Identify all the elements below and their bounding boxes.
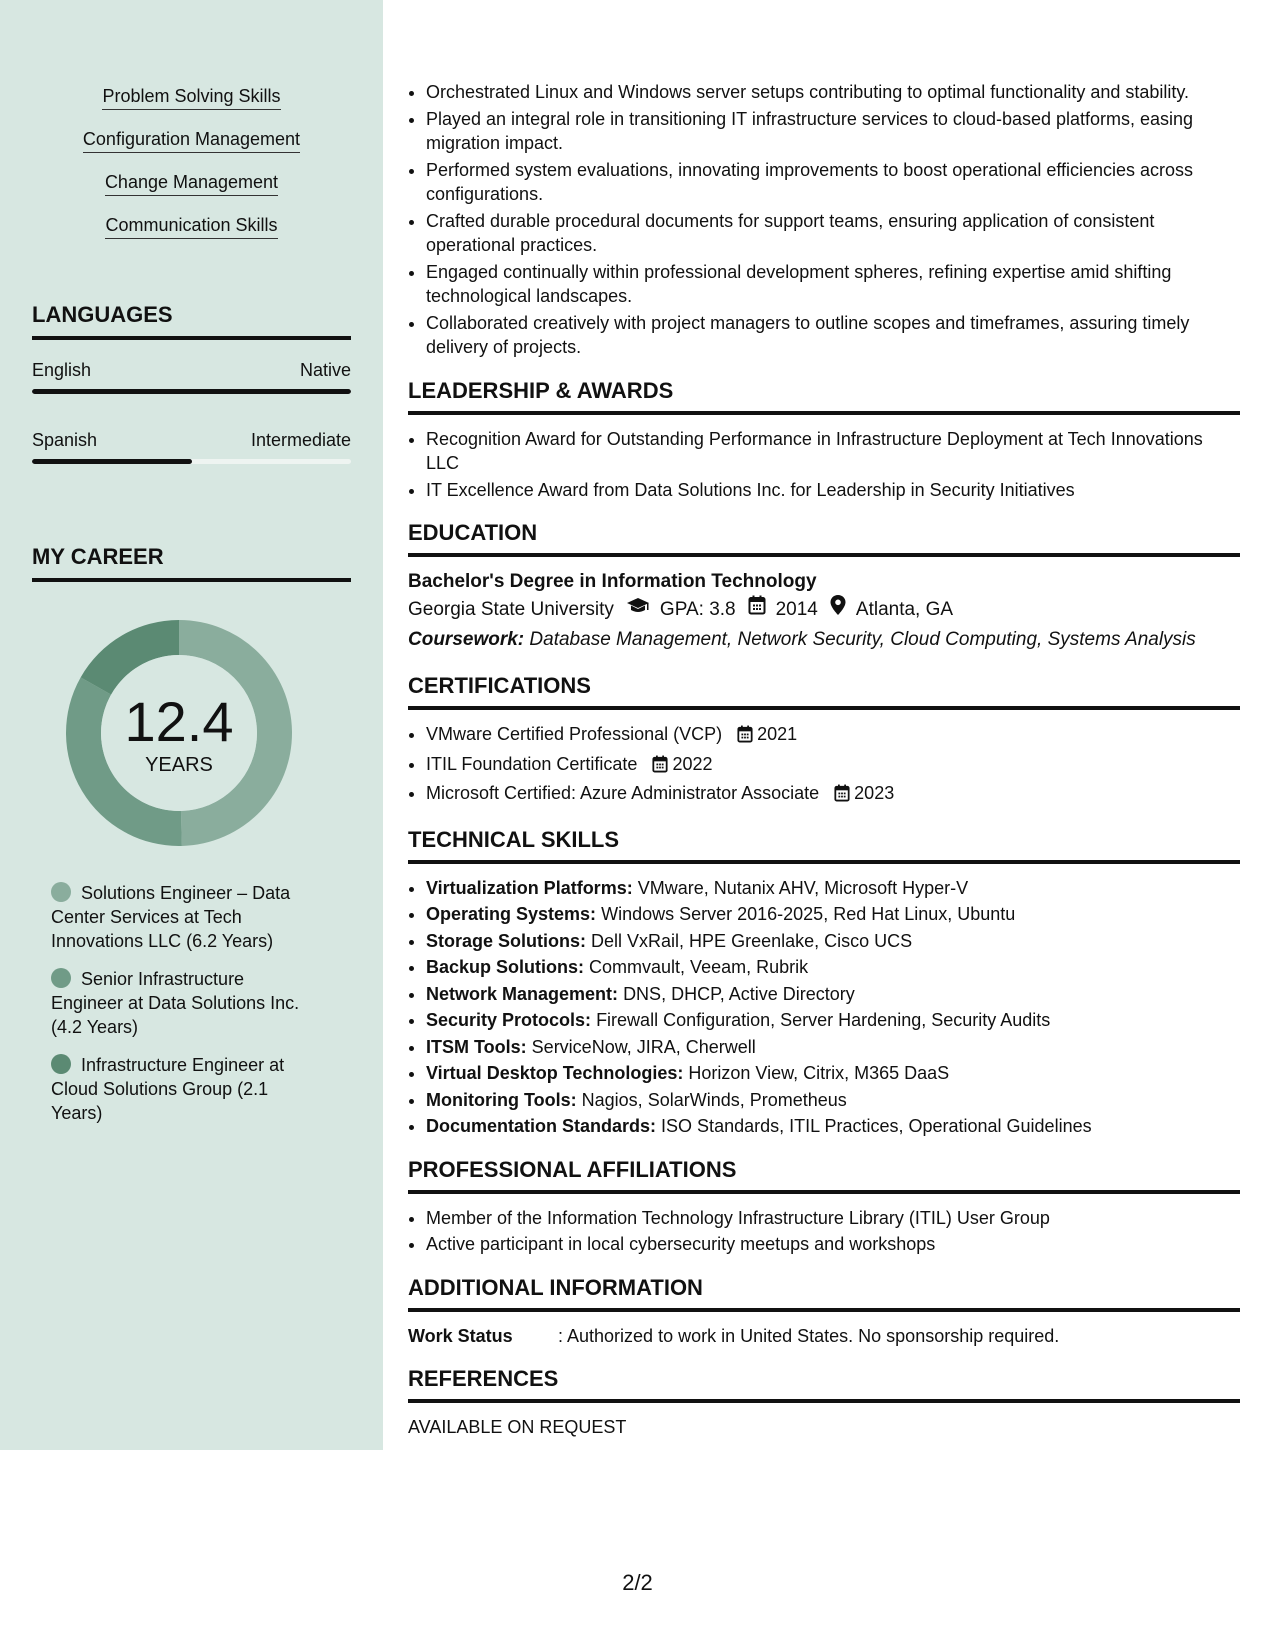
language-bar-english — [32, 389, 351, 394]
legend-dot-icon — [51, 968, 71, 988]
legend-dot-icon — [51, 882, 71, 902]
skill-values: DNS, DHCP, Active Directory — [623, 983, 855, 1004]
list-item: • Orchestrated Linux and Windows server setups contributing to optimal functionality and stability. — [426, 80, 1240, 105]
career-total-years: 12.4 — [124, 690, 234, 753]
skills-list — [0, 86, 383, 258]
list-item: • Engaged continually within professional development spheres, refining expertise amid shifting technological landscapes. — [426, 260, 1240, 309]
additional-info-heading: ADDITIONAL INFORMATION — [408, 1275, 1240, 1312]
education-location: Atlanta, GA — [855, 599, 954, 620]
coursework-label: Coursework: — [408, 629, 525, 650]
career-legend-label: Infrastructure Engineer at Cloud Solutions Group (2.1 Years) — [51, 1055, 285, 1123]
education-degree: Bachelor's Degree in Information Technology — [408, 571, 817, 592]
list-item: • IT Excellence Award from Data Solutions Inc. for Leadership in Security Initiatives — [426, 478, 1240, 503]
map-pin-icon — [830, 595, 846, 625]
language-bar-spanish — [32, 459, 351, 464]
skill-category: Documentation Standards: — [426, 1116, 657, 1136]
skill-category: Storage Solutions: — [426, 930, 587, 951]
career-legend-label: Senior Infrastructure Engineer at Data Solutions Inc. (4.2 Years) — [51, 969, 300, 1037]
skill-category: ITSM Tools: — [426, 1036, 527, 1057]
sidebar — [0, 0, 383, 1450]
references-heading: REFERENCES — [408, 1366, 1240, 1403]
legend-dot-icon — [51, 1054, 71, 1074]
list-item — [426, 1008, 1240, 1033]
education-gpa: GPA: 3.8 — [659, 599, 736, 620]
list-item — [426, 752, 1240, 780]
affiliations-heading: PROFESSIONAL AFFILIATIONS — [408, 1157, 1240, 1194]
cert-name: Microsoft Certified: Azure Administrator Associate — [426, 783, 820, 803]
languages-heading: LANGUAGES — [32, 302, 351, 340]
list-item — [426, 955, 1240, 980]
language-row-spanish — [32, 430, 351, 451]
education-school: Georgia State University — [408, 599, 614, 620]
list-item: • Crafted durable procedural documents for support teams, ensuring application of consistent operational practices. — [426, 209, 1240, 258]
education-details — [408, 595, 1240, 625]
skill-item: Communication Skills — [105, 215, 277, 239]
language-row-english — [32, 360, 351, 381]
references-text: AVAILABLE ON REQUEST — [408, 1416, 627, 1437]
career-legend-label: Solutions Engineer – Data Center Services at Tech Innovations LLC (6.2 Years) — [51, 883, 291, 951]
skill-item: Change Management — [105, 172, 278, 196]
work-status-label: Work Status — [408, 1325, 513, 1346]
graduation-cap-icon — [626, 595, 650, 625]
coursework-value: Database Management, Network Security, Cloud Computing, Systems Analysis — [529, 629, 1196, 650]
leadership-heading: LEADERSHIP & AWARDS — [408, 378, 1240, 415]
skill-values: Commvault, Veeam, Rubrik — [589, 957, 809, 977]
language-level: Intermediate — [250, 430, 351, 450]
education-coursework — [408, 625, 1240, 655]
language-name: English — [32, 360, 92, 380]
cert-year: 2023 — [854, 783, 895, 803]
list-item — [426, 1088, 1240, 1113]
list-item: • Played an integral role in transitioning IT infrastructure services to cloud-based platforms, easing migration impact. — [426, 107, 1240, 156]
affiliations-list — [408, 1206, 1240, 1257]
list-item — [426, 722, 1240, 750]
calendar-icon — [652, 755, 668, 780]
career-legend-item — [51, 881, 321, 953]
list-item — [426, 1114, 1240, 1139]
list-item: • Collaborated creatively with project managers to outline scopes and timeframes, assuring timely delivery of projects. — [426, 311, 1240, 360]
list-item: • Recognition Award for Outstanding Performance in Infrastructure Deployment at Tech Innovations LLC — [426, 427, 1240, 476]
career-total-unit: YEARS — [145, 754, 213, 776]
page-number: 2/2 — [622, 1570, 653, 1595]
language-bar-fill — [32, 389, 351, 394]
skill-values: Windows Server 2016-2025, Red Hat Linux, Ubuntu — [601, 904, 1016, 924]
list-item: • Active participant in local cybersecurity meetups and workshops — [426, 1232, 1240, 1257]
career-heading: MY CAREER — [32, 544, 351, 582]
skill-category: Monitoring Tools: — [426, 1089, 577, 1110]
cert-name: ITIL Foundation Certificate — [426, 753, 638, 774]
skill-category: Virtual Desktop Technologies: — [426, 1063, 684, 1083]
list-item — [426, 1035, 1240, 1060]
skill-category: Security Protocols: — [426, 1010, 592, 1030]
work-status-value: : Authorized to work in United States. No sponsorship required. — [558, 1325, 1060, 1346]
cert-name: VMware Certified Professional (VCP) — [426, 724, 723, 744]
education-heading: EDUCATION — [408, 520, 1240, 557]
skill-category: Network Management: — [426, 983, 619, 1004]
calendar-icon — [737, 725, 753, 750]
career-legend — [51, 881, 321, 1139]
skill-values: Firewall Configuration, Server Hardening, Security Audits — [596, 1010, 1051, 1030]
list-item — [426, 929, 1240, 954]
main-content — [408, 80, 1240, 1439]
career-legend-item — [51, 967, 321, 1039]
cert-year: 2022 — [672, 753, 713, 774]
work-status-row — [408, 1324, 1240, 1348]
list-item — [426, 982, 1240, 1007]
skill-category: Virtualization Platforms: — [426, 877, 633, 898]
cert-year: 2021 — [757, 724, 798, 744]
language-bar-fill — [32, 459, 192, 464]
skill-values: VMware, Nutanix AHV, Microsoft Hyper-V — [637, 877, 969, 898]
career-legend-item — [51, 1053, 321, 1125]
skill-values: Horizon View, Citrix, M365 DaaS — [688, 1063, 950, 1083]
technical-skills-heading: TECHNICAL SKILLS — [408, 827, 1240, 864]
skill-values: ISO Standards, ITIL Practices, Operational Guidelines — [661, 1116, 1092, 1136]
list-item — [426, 902, 1240, 927]
experience-bullets — [408, 80, 1240, 360]
certifications-heading: CERTIFICATIONS — [408, 673, 1240, 710]
skill-category: Backup Solutions: — [426, 957, 585, 977]
list-item — [426, 876, 1240, 901]
calendar-icon — [748, 595, 766, 625]
language-level: Native — [299, 360, 351, 380]
calendar-icon — [834, 784, 850, 809]
skill-values: Dell VxRail, HPE Greenlake, Cisco UCS — [591, 930, 913, 951]
list-item: • Member of the Information Technology Infrastructure Library (ITIL) User Group — [426, 1206, 1240, 1231]
certifications-list — [408, 722, 1240, 809]
leadership-list — [408, 427, 1240, 503]
list-item: • Performed system evaluations, innovating improvements to boost operational efficiencies across configurations. — [426, 158, 1240, 207]
skill-values: ServiceNow, JIRA, Cherwell — [531, 1036, 756, 1057]
list-item — [426, 781, 1240, 809]
list-item — [426, 1061, 1240, 1086]
education-year: 2014 — [775, 599, 818, 620]
technical-skills-list — [408, 876, 1240, 1139]
language-name: Spanish — [32, 430, 98, 450]
skill-item: Problem Solving Skills — [102, 86, 280, 110]
skill-category: Operating Systems: — [426, 904, 597, 924]
skill-item: Configuration Management — [83, 129, 300, 153]
skill-values: Nagios, SolarWinds, Prometheus — [581, 1089, 847, 1110]
